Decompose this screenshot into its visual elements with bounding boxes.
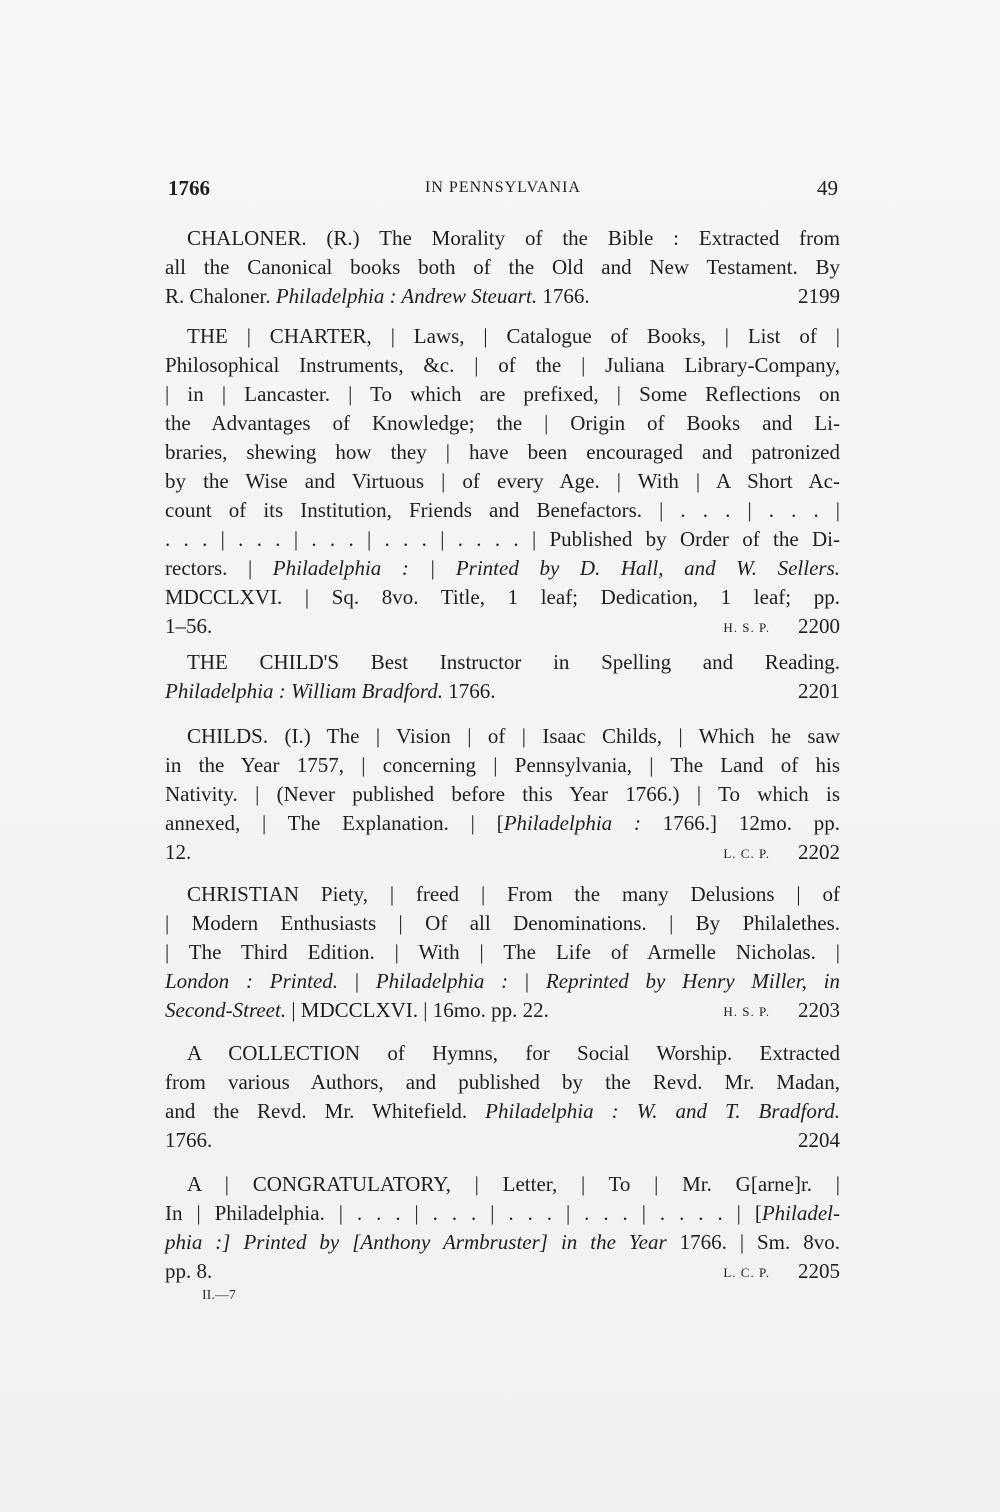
- entry-number: 2205: [798, 1259, 840, 1283]
- entry-imprint: Philadelphia :: [503, 811, 641, 835]
- entry-imprint-year: 1766.: [443, 679, 496, 703]
- entry-text: 12.: [165, 840, 192, 864]
- header-year: 1766: [168, 176, 210, 200]
- entry-line: THE | CHARTER, | Laws, | Catalogue of Books, | List of |: [187, 324, 840, 348]
- entry-text: pp. 8.: [165, 1259, 213, 1283]
- entry-line: from various Authors, and published by the Revd. Mr. Madan,: [165, 1070, 840, 1094]
- entry-imprint: Second-Street.: [165, 998, 287, 1022]
- entry-line: count of its Institution, Friends and Benefactors. | . . . | . . . |: [165, 498, 840, 522]
- signature-mark: II.—7: [202, 1288, 236, 1303]
- header-title: IN PENNSYLVANIA: [425, 179, 581, 196]
- entry-location: H. S. P.: [723, 1004, 770, 1019]
- entry-location: L. C. P.: [723, 1265, 770, 1280]
- entry-number: 2202: [798, 840, 840, 864]
- entry-line: [165, 1199, 840, 1228]
- entry-text: 1766.: [165, 1128, 213, 1152]
- entry-line: [165, 996, 840, 1025]
- entry-line: MDCCLXVI. | Sq. 8vo. Title, 1 leaf; Dedication, 1 leaf; pp.: [165, 585, 840, 609]
- entry-line: A COLLECTION of Hymns, for Social Worship. Extracted: [187, 1041, 840, 1065]
- entry-line: | The Third Edition. | With | The Life of Armelle Nicholas. |: [165, 940, 840, 964]
- entry-imprint-year: 1766.: [537, 284, 590, 308]
- entry-location: H. S. P.: [723, 620, 770, 635]
- entry-number: 2203: [798, 998, 840, 1022]
- entry-2203: [165, 880, 840, 1025]
- entry-2200: [165, 322, 840, 641]
- entry-line: CHRISTIAN Piety, | freed | From the many Delusions | of: [187, 882, 840, 906]
- entry-line: [165, 612, 840, 641]
- entry-text: 1–56.: [165, 614, 213, 638]
- entry-imprint: Philadelphia : William Bradford.: [165, 679, 444, 703]
- entry-line: braries, shewing how they | have been encouraged and patronized: [165, 440, 840, 464]
- entry-line: [165, 1257, 840, 1286]
- entry-line: [165, 1097, 840, 1126]
- entry-number: 2204: [798, 1128, 840, 1152]
- entry-line: [165, 967, 840, 996]
- entry-number: 2200: [798, 614, 840, 638]
- entry-text: | MDCCLXVI. | 16mo. pp. 22.: [286, 998, 549, 1022]
- entry-number: 2199: [798, 284, 840, 308]
- entry-2205: [165, 1170, 840, 1286]
- entry-text: R. Chaloner.: [165, 284, 276, 308]
- entry-imprint: Philadelphia : Andrew Steuart.: [275, 284, 538, 308]
- entry-2201: [165, 648, 840, 706]
- entry-text: and the Revd. Mr. Whitefield.: [165, 1099, 486, 1123]
- entry-text: In | Philadelphia. | . . . | . . . | . . . | . . . | . . . . | [: [165, 1201, 762, 1225]
- entry-imprint: Philadelphia : W. and T. Bradford.: [485, 1099, 840, 1123]
- entry-line: by the Wise and Virtuous | of every Age. | With | A Short Ac-: [165, 469, 840, 493]
- entry-imprint: Reprinted by Henry Miller, in: [545, 969, 840, 993]
- entry-line: the Advantages of Knowledge; the | Origin of Books and Li-: [165, 411, 840, 435]
- entry-line: in the Year 1757, | concerning | Pennsylvania, | The Land of his: [165, 753, 840, 777]
- entry-text: |: [508, 969, 546, 993]
- entry-line: | in | Lancaster. | To which are prefixed, | Some Reflections on: [165, 382, 840, 406]
- entry-text: 1766. | Sm. 8vo.: [666, 1230, 840, 1254]
- entry-line: A | CONGRATULATORY, | Letter, | To | Mr. G[arne]r. |: [187, 1172, 840, 1196]
- entry-imprint: Philadel-: [761, 1201, 840, 1225]
- entry-line: | Modern Enthusiasts | Of all Denominations. | By Philalethes.: [165, 911, 840, 935]
- page-number: 49: [817, 176, 838, 200]
- entry-text: |: [338, 969, 376, 993]
- entry-line: [165, 554, 840, 583]
- entry-text: rectors. |: [165, 556, 273, 580]
- entry-line: [165, 1126, 840, 1155]
- entry-line: . . . | . . . | . . . | . . . | . . . . | Published by Order of the Di-: [165, 527, 840, 551]
- entry-2202: [165, 722, 840, 867]
- entry-imprint: Philadelphia :: [375, 969, 509, 993]
- entry-line: THE CHILD'S Best Instructor in Spelling and Reading.: [187, 650, 840, 674]
- entry-line: [165, 677, 840, 706]
- entry-imprint: phia :] Printed by [Anthony Armbruster] in the Year: [165, 1230, 667, 1254]
- entry-imprint: London : Printed.: [165, 969, 339, 993]
- entry-imprint: Philadelphia : | Printed by D. Hall, and W. Sellers.: [272, 556, 840, 580]
- entry-line: Nativity. | (Never published before this Year 1766.) | To which is: [165, 782, 840, 806]
- entry-number: 2201: [798, 679, 840, 703]
- entry-text: annexed, | The Explanation. | [: [165, 811, 504, 835]
- entry-2199: [165, 224, 840, 311]
- entry-text: 1766.] 12mo. pp.: [640, 811, 841, 835]
- entry-line: [165, 809, 840, 838]
- entry-line: [165, 838, 840, 867]
- entry-location: L. C. P.: [723, 846, 770, 861]
- entry-line: [165, 1228, 840, 1257]
- entry-line: CHALONER. (R.) The Morality of the Bible : Extracted from: [187, 226, 840, 250]
- entry-2204: [165, 1039, 840, 1155]
- running-header: [168, 176, 838, 204]
- entry-line: CHILDS. (I.) The | Vision | of | Isaac Childs, | Which he saw: [187, 724, 840, 748]
- entry-line: all the Canonical books both of the Old and New Testament. By: [165, 255, 840, 279]
- entry-line: Philosophical Instruments, &c. | of the | Juliana Library-Company,: [165, 353, 840, 377]
- entry-line: [165, 282, 840, 311]
